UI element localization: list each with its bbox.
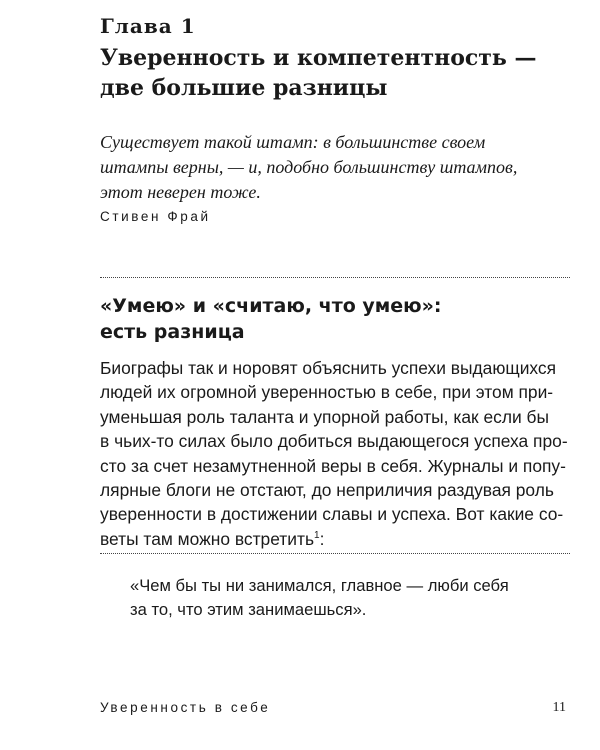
chapter-label: Глава 1	[100, 14, 196, 38]
body-line: Биографы так и норовят объяснить успехи выдающихся	[100, 358, 557, 378]
section-title-line: есть разница	[100, 321, 245, 343]
chapter-title-line: Уверенность и компетентность —	[100, 45, 537, 71]
body-line-punct: :	[319, 528, 325, 549]
section-title	[100, 293, 570, 345]
body-line: уменьшая роль таланта и упорной работы, как если бы	[100, 406, 549, 427]
body-line: уверенности в достижении славы и успеха. Вот какие со-	[100, 504, 564, 525]
body-line-text: веты там можно встретить	[100, 528, 315, 549]
body-line: в чьих-то силах было добиться выдающегося успеха про-	[100, 431, 568, 452]
epigraph-line: Существует такой штамп: в большинстве своем	[100, 132, 486, 152]
epigraph-line: штампы верны, — и, подобно большинству штампов,	[100, 157, 518, 177]
body-line: людей их огромной уверенностью в себе, при этом при-	[100, 382, 554, 403]
page-number: 11	[552, 700, 566, 715]
section-divider	[100, 277, 570, 278]
body-line-last	[100, 527, 572, 551]
quote-line: за то, что этим занимаешься».	[130, 600, 367, 619]
chapter-title	[100, 43, 570, 103]
block-quote	[130, 574, 570, 622]
epigraph	[100, 130, 570, 205]
quote-divider	[100, 553, 570, 554]
quote-line: «Чем бы ты ни занимался, главное — люби себя	[130, 576, 509, 595]
section-title-line: «Умею» и «считаю, что умею»:	[100, 295, 442, 317]
footnote-reference[interactable]: 1	[314, 530, 320, 542]
body-line: сто за счет незамутненной веры в себя. Журналы и попу-	[100, 455, 566, 476]
chapter-title-line: две большие разницы	[100, 75, 388, 101]
epigraph-author: Стивен Фрай	[100, 209, 211, 224]
body-line: лярные блоги не отстают, до неприличия раздувая роль	[100, 480, 554, 501]
epigraph-line: этот неверен тоже.	[100, 182, 261, 202]
running-head: Уверенность в себе	[100, 700, 271, 715]
body-paragraph	[100, 356, 572, 551]
